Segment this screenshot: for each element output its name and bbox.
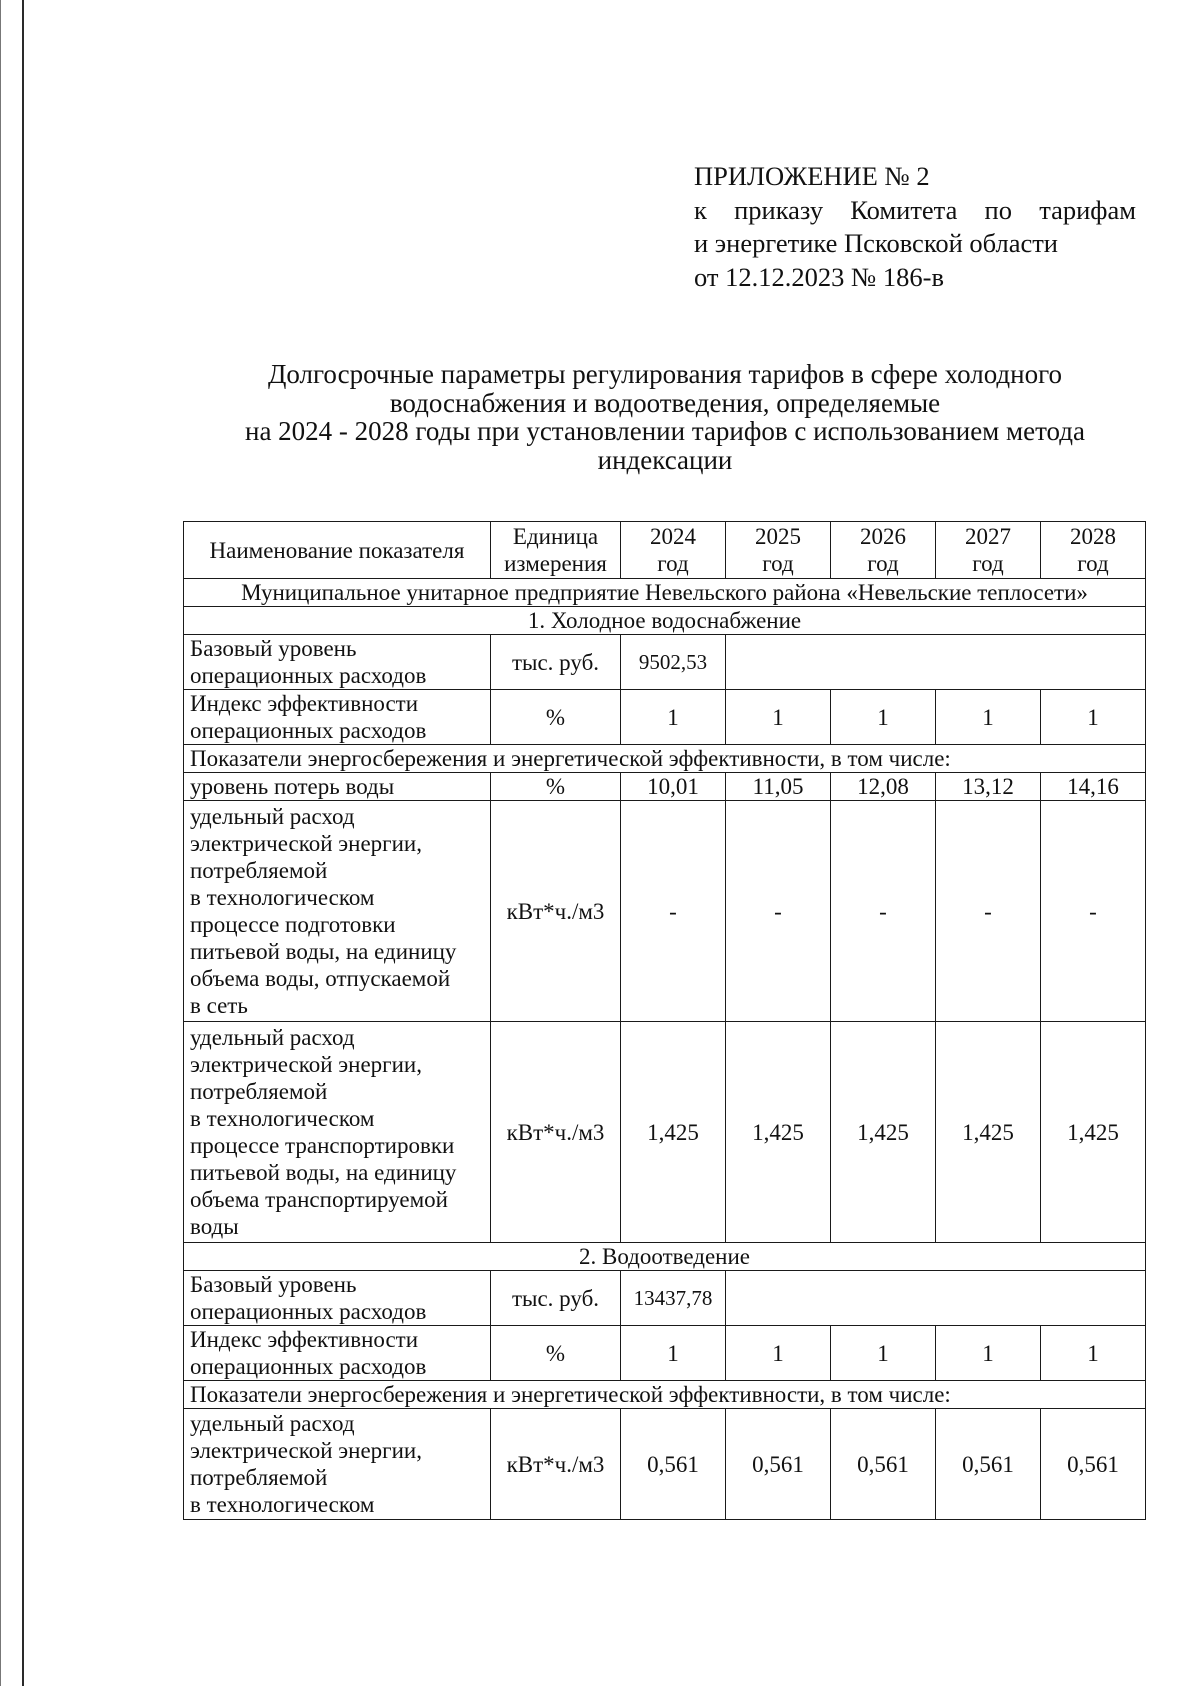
- row-value-2026: -: [831, 801, 936, 1022]
- row-name-line: в сеть: [190, 993, 248, 1018]
- scan-edge-outer: [0, 0, 1, 1686]
- row-name-line: Базовый уровень: [190, 636, 357, 661]
- row-name-line: воды: [190, 1214, 239, 1239]
- row-name: [184, 801, 491, 1022]
- row-value-2024: 10,01: [621, 773, 726, 801]
- row-name-line: Базовый уровень: [190, 1272, 357, 1297]
- header-year-suffix: год: [657, 551, 689, 576]
- header-year-value: 2026: [860, 524, 906, 549]
- empty-cell: [726, 1271, 1146, 1326]
- row-value-2027: 1,425: [936, 1022, 1041, 1243]
- header-year-suffix: год: [762, 551, 794, 576]
- row-name-line: в технологическом: [190, 885, 375, 910]
- row-value-2024: 1,425: [621, 1022, 726, 1243]
- row-value-2025: 0,561: [726, 1409, 831, 1520]
- section-2-title: 2. Водоотведение: [184, 1243, 1146, 1271]
- row-value-2028: 0,561: [1041, 1409, 1146, 1520]
- table-row: [184, 635, 1146, 690]
- row-name-line: потребляемой: [190, 1465, 328, 1490]
- table-row: [184, 690, 1146, 745]
- appendix-date-line: от 12.12.2023 № 186-в: [694, 261, 944, 292]
- title-line-1: Долгосрочные параметры регулирования тарифов в сфере холодного: [267, 359, 1063, 389]
- table-header-row: [184, 522, 1146, 579]
- header-year-value: 2024: [650, 524, 696, 549]
- title-line-3: на 2024 - 2028 годы при установлении тарифов с использованием метода: [245, 416, 1085, 446]
- row-value-2027: -: [936, 801, 1041, 1022]
- row-name-line: Индекс эффективности: [190, 1327, 419, 1352]
- header-year-suffix: год: [1077, 551, 1109, 576]
- row-unit: %: [491, 690, 621, 745]
- header-name: Наименование показателя: [184, 522, 491, 579]
- table-row: [184, 773, 1146, 801]
- empty-cell: [726, 635, 1146, 690]
- row-value-2025: 1,425: [726, 1022, 831, 1243]
- row-name-line: удельный расход: [190, 1411, 355, 1436]
- row-value-2026: 1: [831, 1326, 936, 1381]
- row-name-line: потребляемой: [190, 858, 328, 883]
- row-name-line: электрической энергии,: [190, 1438, 422, 1463]
- header-unit: [491, 522, 621, 579]
- subsection-row: [184, 745, 1146, 773]
- energy-header: Показатели энергосбережения и энергетической эффективности, в том числе:: [184, 1381, 1146, 1409]
- row-value-2026: 0,561: [831, 1409, 936, 1520]
- section-row: [184, 607, 1146, 635]
- parameters-table: [183, 521, 1146, 1520]
- row-value-2026: 1: [831, 690, 936, 745]
- header-year-value: 2028: [1070, 524, 1116, 549]
- row-value-2026: 1,425: [831, 1022, 936, 1243]
- row-name-line: питьевой воды, на единицу: [190, 939, 457, 964]
- row-value-2024: 1: [621, 690, 726, 745]
- row-name-line: удельный расход: [190, 804, 355, 829]
- table-row: [184, 1409, 1146, 1520]
- header-year-2025: [726, 522, 831, 579]
- row-name-line: электрической энергии,: [190, 831, 422, 856]
- energy-header: Показатели энергосбережения и энергетической эффективности, в том числе:: [184, 745, 1146, 773]
- row-name: [184, 1271, 491, 1326]
- row-name-line: операционных расходов: [190, 1299, 427, 1324]
- row-value-2024: 1: [621, 1326, 726, 1381]
- header-unit-line2: измерения: [504, 551, 607, 576]
- header-year-suffix: год: [867, 551, 899, 576]
- table-row: [184, 1271, 1146, 1326]
- row-value-2026: 12,08: [831, 773, 936, 801]
- header-year-value: 2027: [965, 524, 1011, 549]
- row-value-2025: 1: [726, 690, 831, 745]
- document-title: [205, 360, 1125, 474]
- table-row: [184, 801, 1146, 1022]
- organization-name: Муниципальное унитарное предприятие Невельского района «Невельские теплосети»: [184, 579, 1146, 607]
- row-unit: кВт*ч./м3: [491, 801, 621, 1022]
- row-unit: тыс. руб.: [491, 1271, 621, 1326]
- header-year-value: 2025: [755, 524, 801, 549]
- section-1-title: 1. Холодное водоснабжение: [184, 607, 1146, 635]
- row-unit: кВт*ч./м3: [491, 1409, 621, 1520]
- scan-edge: [22, 0, 24, 1686]
- row-value-2027: 1: [936, 1326, 1041, 1381]
- row-name-line: процессе подготовки: [190, 912, 396, 937]
- row-value-2024: 0,561: [621, 1409, 726, 1520]
- row-name-line: в технологическом: [190, 1106, 375, 1131]
- row-name: [184, 1409, 491, 1520]
- row-value-2028: -: [1041, 801, 1146, 1022]
- row-value-2028: 1: [1041, 1326, 1146, 1381]
- row-unit: кВт*ч./м3: [491, 1022, 621, 1243]
- table-row: [184, 1326, 1146, 1381]
- row-name: [184, 635, 491, 690]
- organization-row: [184, 579, 1146, 607]
- row-unit: %: [491, 773, 621, 801]
- header-year-suffix: год: [972, 551, 1004, 576]
- row-value-2025: -: [726, 801, 831, 1022]
- header-unit-line1: Единица: [512, 524, 599, 549]
- subsection-row: [184, 1381, 1146, 1409]
- title-line-4: индексации: [597, 444, 733, 475]
- row-name-line: операционных расходов: [190, 718, 427, 743]
- row-value-2027: 1: [936, 690, 1041, 745]
- row-value-2027: 0,561: [936, 1409, 1041, 1520]
- row-value-2024: -: [621, 801, 726, 1022]
- row-value-2028: 1: [1041, 690, 1146, 745]
- appendix-number: ПРИЛОЖЕНИЕ № 2: [694, 161, 930, 191]
- row-name-line: операционных расходов: [190, 663, 427, 688]
- header-year-2027: [936, 522, 1041, 579]
- row-value-2028: 1,425: [1041, 1022, 1146, 1243]
- row-value-2025: 11,05: [726, 773, 831, 801]
- row-value-2025: 1: [726, 1326, 831, 1381]
- row-name-line: операционных расходов: [190, 1354, 427, 1379]
- row-name-line: объема воды, отпускаемой: [190, 966, 451, 991]
- row-name-line: объема транспортируемой: [190, 1187, 448, 1212]
- row-name: [184, 690, 491, 745]
- row-name-line: электрической энергии,: [190, 1052, 422, 1077]
- row-name-line: потребляемой: [190, 1079, 328, 1104]
- row-name-line: удельный расход: [190, 1025, 355, 1050]
- row-name-line: процессе транспортировки: [190, 1133, 455, 1158]
- header-year-2026: [831, 522, 936, 579]
- appendix-order-line: к приказу Комитета по тарифам: [694, 194, 1136, 225]
- table-row: [184, 1022, 1146, 1243]
- row-name-line: Индекс эффективности: [190, 691, 419, 716]
- title-line-2: водоснабжения и водоотведения, определяемые: [389, 387, 941, 418]
- section-row: [184, 1243, 1146, 1271]
- row-unit: %: [491, 1326, 621, 1381]
- header-year-2028: [1041, 522, 1146, 579]
- row-value-2028: 14,16: [1041, 773, 1146, 801]
- row-unit: тыс. руб.: [491, 635, 621, 690]
- row-name-line: питьевой воды, на единицу: [190, 1160, 457, 1185]
- row-value-2024: 13437,78: [621, 1271, 726, 1326]
- row-name: [184, 1022, 491, 1243]
- appendix-committee-line: и энергетике Псковской области: [694, 228, 1058, 258]
- row-name: уровень потерь воды: [184, 773, 491, 801]
- appendix-header: [694, 160, 1136, 294]
- row-name: [184, 1326, 491, 1381]
- header-year-2024: [621, 522, 726, 579]
- row-name-line: в технологическом: [190, 1492, 375, 1517]
- row-value-2024: 9502,53: [621, 635, 726, 690]
- row-value-2027: 13,12: [936, 773, 1041, 801]
